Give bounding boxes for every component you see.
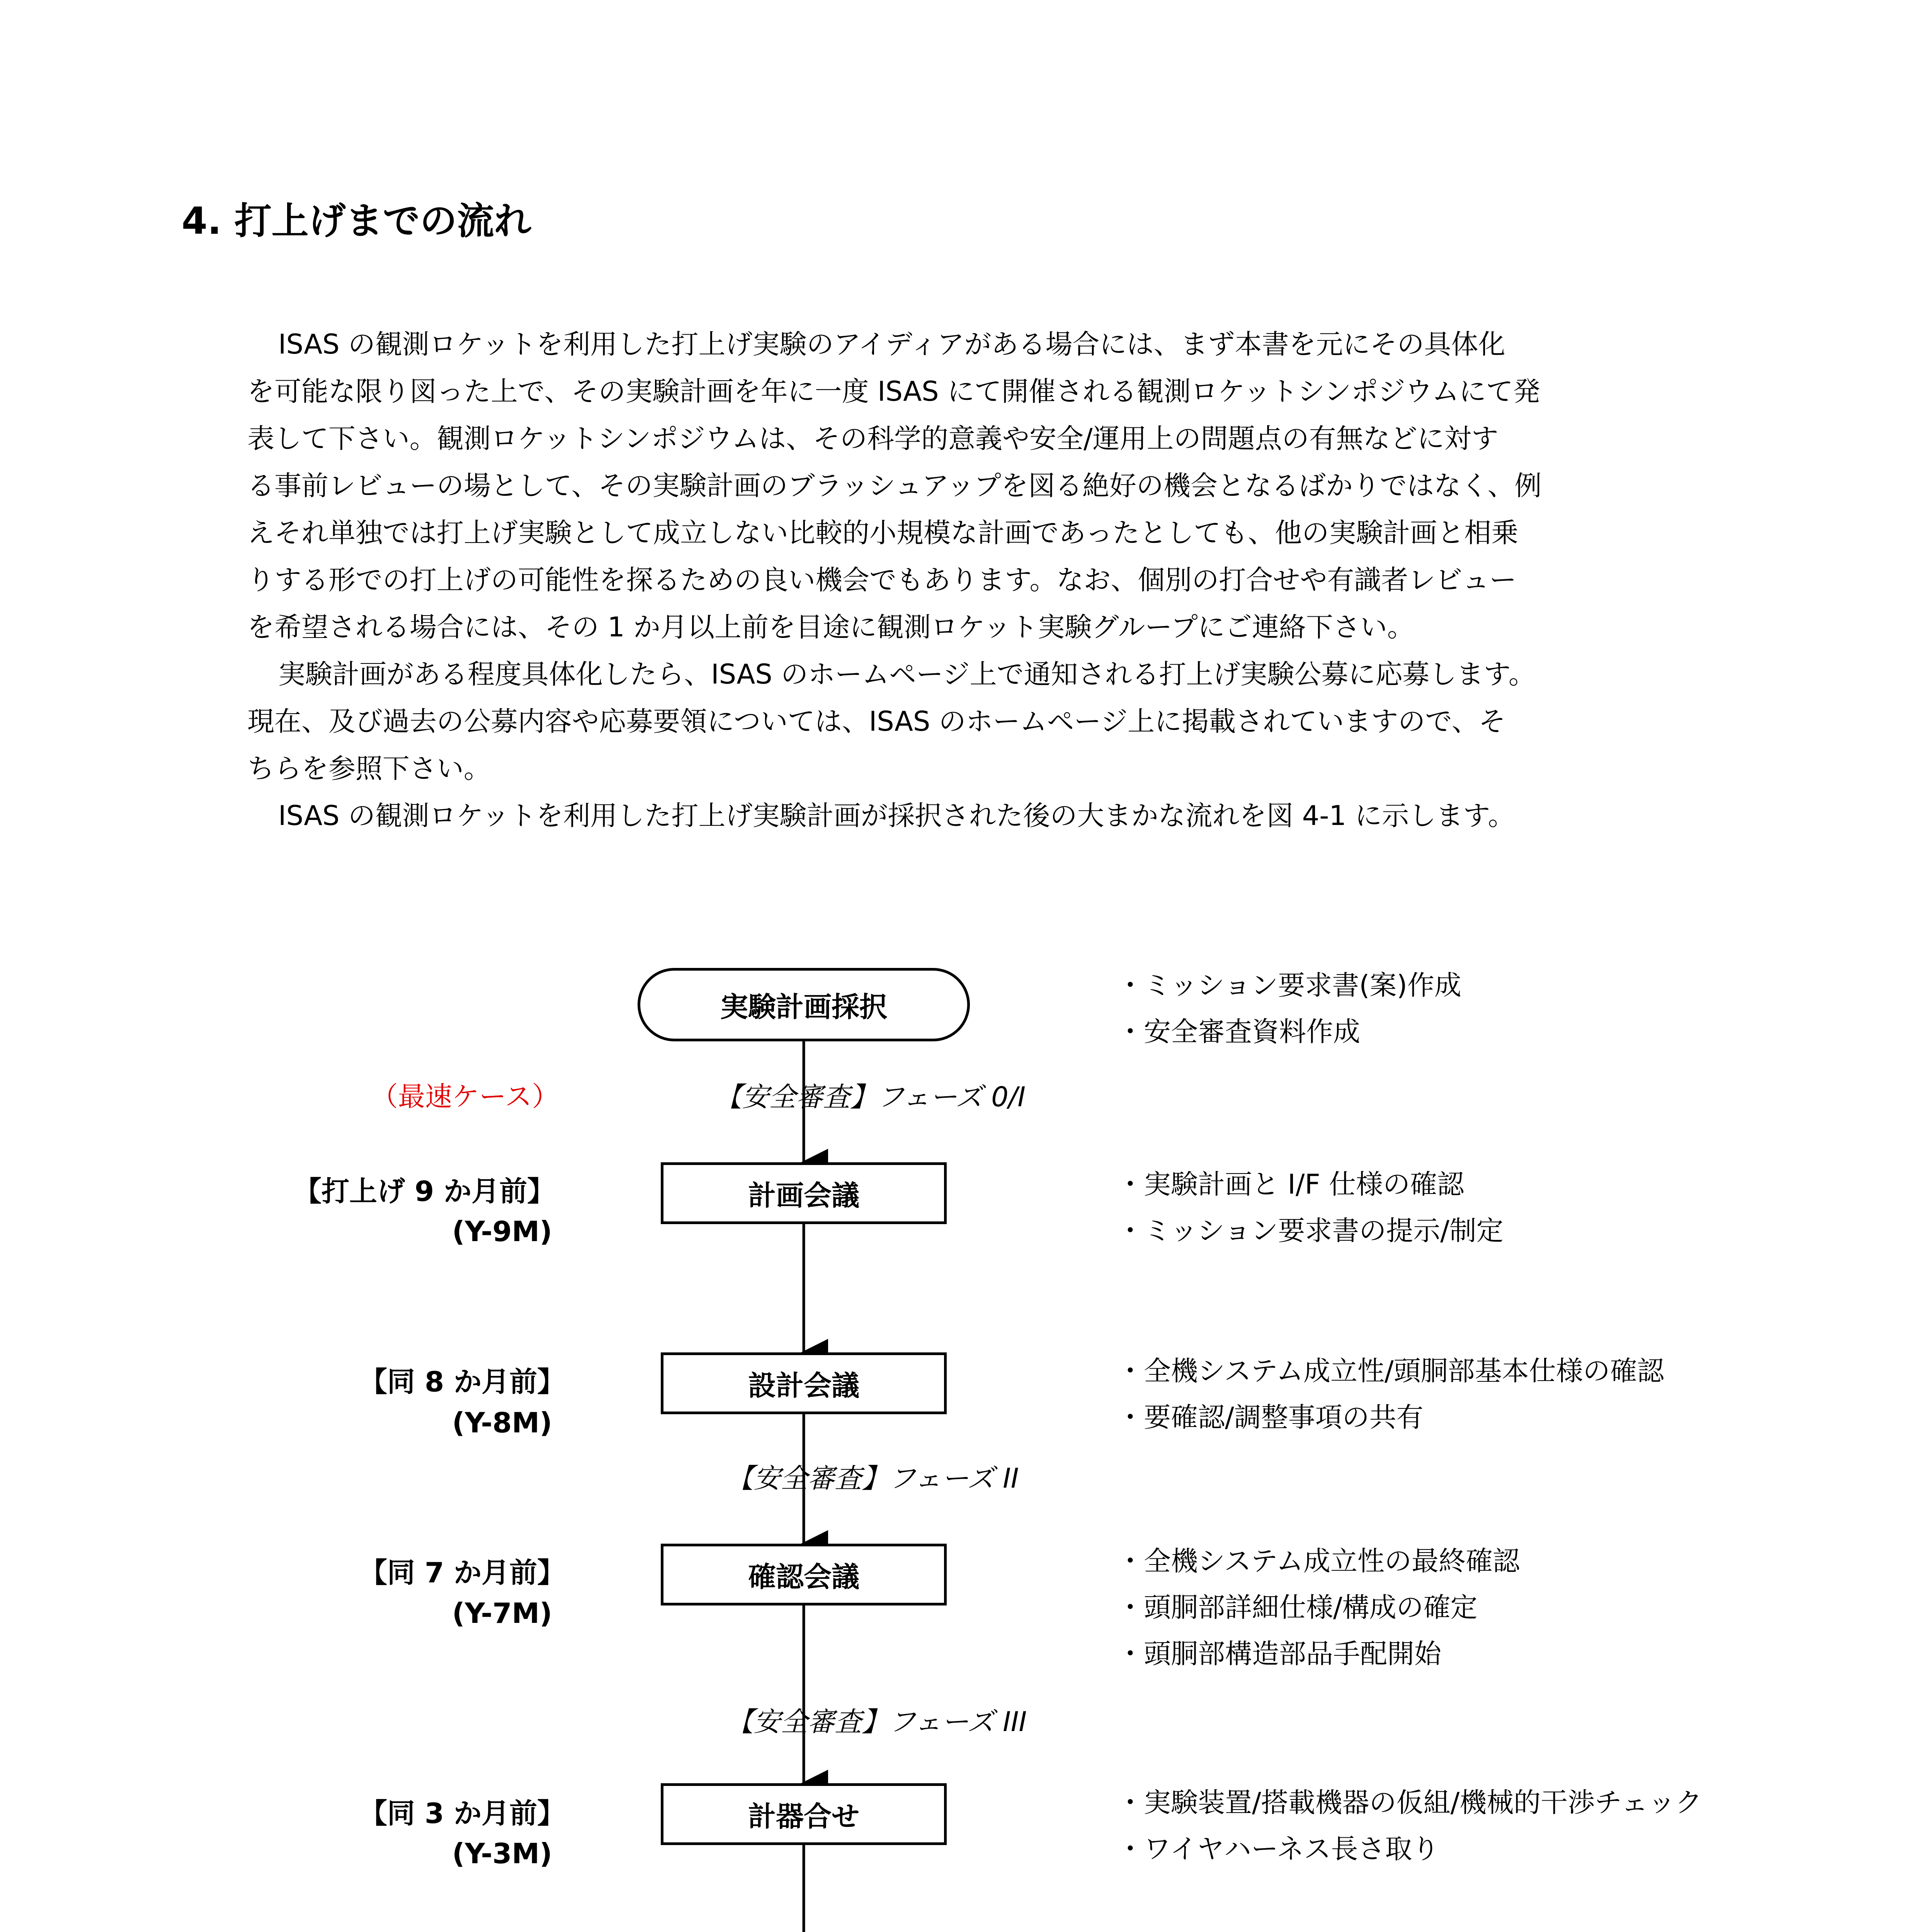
note-item: ・実験装置/搭載機器の仮組/機械的干渉チェック <box>1117 1787 1703 1818</box>
note-item: ・ワイヤハーネス長さ取り <box>1117 1833 1439 1865</box>
flow-step-label: 計器合せ <box>748 1800 859 1833</box>
body-line: 表して下さい。観測ロケットシンポジウムは、その科学的意義や安全/運用上の問題点の有無などに対す <box>247 423 1499 454</box>
note-item: ・頭胴部詳細仕様/構成の確定 <box>1117 1592 1478 1623</box>
note-item: ・実験計画と I/F 仕様の確認 <box>1117 1168 1464 1200</box>
flow-step-instrument-fitting <box>661 1783 947 1845</box>
body-line: ISAS の観測ロケットを利用した打上げ実験計画が採択された後の大まかな流れを図 4-1 に示します。 <box>278 800 1515 832</box>
note-item: ・全機システム成立性/頭胴部基本仕様の確認 <box>1117 1355 1664 1387</box>
milestone-code: (Y-7M) <box>452 1597 552 1629</box>
milestone-label: 【同 8 か月前】 <box>359 1366 565 1398</box>
section-title: 4. 打上げまでの流れ <box>182 199 531 243</box>
note-item: ・ミッション要求書(案)作成 <box>1117 969 1461 1001</box>
safety-review-phase-3: 【安全審査】フェーズ III <box>726 1706 1027 1738</box>
note-item: ・要確認/調整事項の共有 <box>1117 1401 1424 1433</box>
body-line: を希望される場合には、その 1 か月以上前を目途に観測ロケット実験グループにご連絡下さい。 <box>247 611 1414 643</box>
milestone-label: 【打上げ 9 か月前】 <box>294 1175 555 1208</box>
flow-step-planning-meeting <box>661 1162 947 1224</box>
milestone-label: 【同 7 か月前】 <box>359 1556 565 1589</box>
note-item: ・ミッション要求書の提示/制定 <box>1117 1215 1504 1247</box>
safety-review-phase-2: 【安全審査】フェーズ II <box>726 1463 1019 1494</box>
note-item: ・安全審査資料作成 <box>1117 1016 1360 1048</box>
body-line: ISAS の観測ロケットを利用した打上げ実験のアイディアがある場合には、まず本書を元にその具体化 <box>278 328 1505 360</box>
flow-step-label: 計画会議 <box>748 1179 859 1212</box>
milestone-code: (Y-8M) <box>452 1406 552 1439</box>
milestone-label: 【同 3 か月前】 <box>359 1797 565 1830</box>
body-line: りする形での打上げの可能性を探るための良い機会でもあります。なお、個別の打合せや有識者レビュー <box>247 564 1517 596</box>
flow-step-label: 設計会議 <box>748 1369 859 1402</box>
fastest-case-label: （最速ケース） <box>371 1081 559 1112</box>
flow-step-label: 実験計画採択 <box>720 991 887 1023</box>
milestone-code: (Y-9M) <box>452 1215 552 1248</box>
body-line: えそれ単独では打上げ実験として成立しない比較的小規模な計画であったとしても、他の実験計画と相乗 <box>247 517 1519 549</box>
body-line: ちらを参照下さい。 <box>247 753 491 784</box>
flow-step-design-meeting <box>661 1352 947 1414</box>
milestone-code: (Y-3M) <box>452 1837 552 1870</box>
flow-step-confirmation-meeting <box>661 1544 947 1605</box>
body-line: を可能な限り図った上で、その実験計画を年に一度 ISAS にて開催される観測ロケットシンポジウムにて発 <box>247 376 1540 407</box>
note-item: ・全機システム成立性の最終確認 <box>1117 1545 1520 1577</box>
safety-review-phase-0-1: 【安全審査】フェーズ 0/I <box>715 1081 1026 1113</box>
flow-step-experiment-plan-adoption <box>638 968 970 1041</box>
flow-step-label: 確認会議 <box>748 1561 859 1593</box>
body-line: 現在、及び過去の公募内容や応募要領については、ISAS のホームページ上に掲載されていますので、そ <box>247 706 1506 737</box>
body-line: る事前レビューの場として、その実験計画のブラッシュアップを図る絶好の機会となるばかりではなく、例 <box>247 470 1542 502</box>
body-line: 実験計画がある程度具体化したら、ISAS のホームページ上で通知される打上げ実験公募に応募します。 <box>278 658 1536 690</box>
note-item: ・頭胴部構造部品手配開始 <box>1117 1638 1441 1670</box>
